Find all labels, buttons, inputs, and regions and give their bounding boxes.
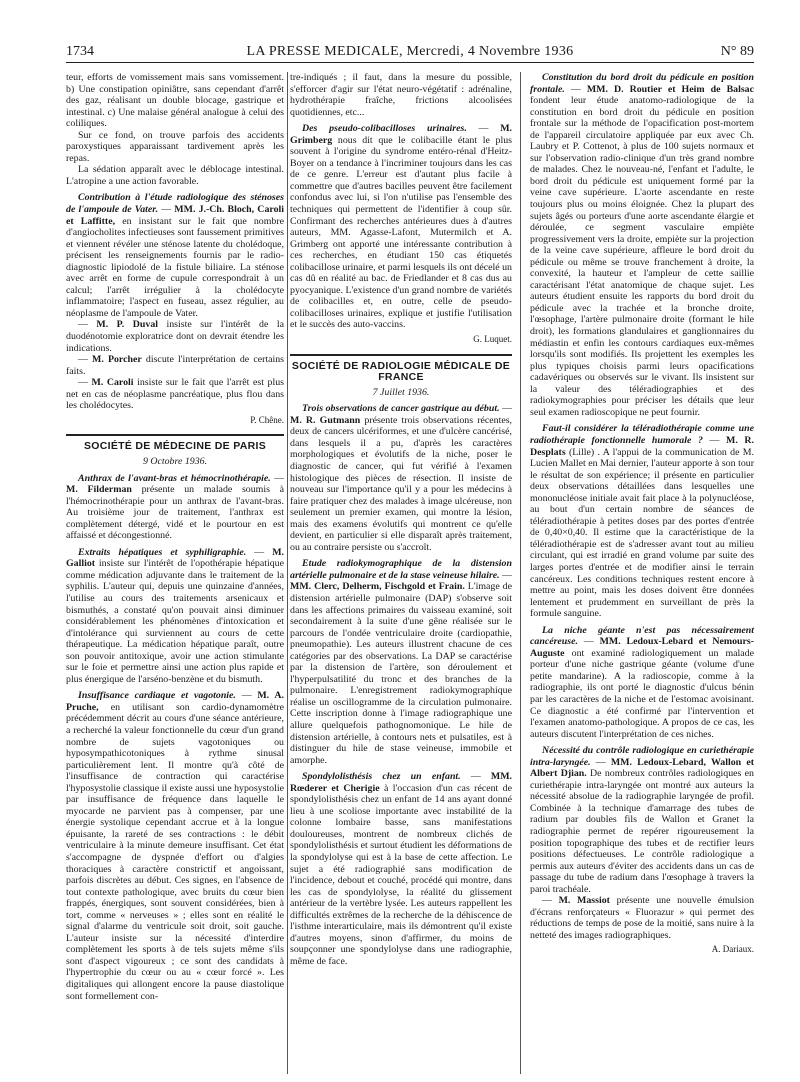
article: Nécessité du contrôle radiologique en curiethérapie intra-laryngée. — MM. Ledoux-Lebard, Wallon et Albert Djian. De nombreux contrôles radiologiques en curiethérapie intra-laryngée ont montré aux auteurs la nécessité absolue de la radiographie laryngée de profil. Combinée à la technique d'amarrage des tubes de radium par doubles fils de Wallon et Granet la radiographie permet de repérer rigoureusement la position topographique des tubes et de rectifier leurs positions défectueuses. Le contrôle radiologique a permis aux auteurs d'éviter des accidents dans un cas de passage du tube de radium dans l'œsophage à travers la paroi trachéale. <box>530 745 754 895</box>
discussion: — M. P. Duval insiste sur l'intérêt de la duodénotomie exploratrice dont on devrait étendre les indications. <box>66 319 284 354</box>
article: La niche géante n'est pas nécessairement cancéreuse. — MM. Ledoux-Lebard et Nemours-Auguste ont examiné radiologiquement un malade porteur d'une niche gastrique géante (volume d'une petite mandarine). A la radioscopie, comme à la radiographie, ils ont porté le diagnostic d'ulcus bénin par les caractères de la niche et de l'estomac avoisinant. Ce diagnostic a été confirmé par l'intervention et l'examen anatomo-pathologique. A propos de ce cas, les auteurs discutent l'interprétation de ces niches. <box>530 624 755 740</box>
article-body: (Lille) . A l'appui de la communication de M. Lucien Mallet en Mai dernier, l'auteur apporte à son tour le résultat de son expérience; il présente en particulier deux observations détaillées dans lesquelles une mononucléose initiale avait fait place à la polynucléose, au bout d'un certain nombre de séances de téléradiothérapie à petites doses par des portes d'entrée de 0,40×0,40. Il estime que la caractéristique de la téléradiothérapie est de s'adresser avant tout au milieu circulant, qui est irradié en grand volume par suite des larges portes d'entrée et de modifier ainsi le terrain cancéreux. Les conditions techniques restent encore à mettre au point, mais les doses doivent être données lentement et prudemment en surveillant de près la formule sanguine. <box>530 446 755 620</box>
discussant: M. Porcher <box>92 354 142 366</box>
article: Spondylolisthésis chez un enfant. — MM. Rœderer et Cherigie à l'occasion d'un cas récent de spondylolisthésis chez un enfant de 14 ans ayant donné lieu à une scoliose importante avec instabilité de la colonne lombaire basse, sans manifestations douloureuses, montrent de nombreux clichés de spondylolisthésis et surtout étudient les déformations de la spondylolyse qui est à la base de cette affection. Le sujet a été radiographié sans modification de l'incidence, debout et couché, procédé qui montre, dans les cas de spondylolyse, la réalité du glissement antérieur de la vertèbre lysée. Les auteurs rappellent les difficultés extrêmes de la recherche de la déhiscence de l'isthme interarticulaire, mais ils démontrent qu'il existe d'autres moyens, sinon d'affirmer, du moins de soupçonner une spondylolyse dans une radiographie, même de face. <box>290 771 512 967</box>
article: Faut-il considérer la téléradiothérapie comme une radiothérapie fonctionnelle humorale ? — M. R. Desplats (Lille) . A l'appui de la communication de M. Lucien Mallet en Mai dernier, l'auteur apporte à son tour le résultat de son expérience; il présente en particulier deux observations détaillées dans lesquelles une mononucléose initiale avait fait place à la polynucléose, au bout d'un certain nombre de séances de téléradiothérapie à petites doses par des portes d'entrée de 0,40×0,40. Il estime que la caractéristique de la téléradiothérapie est de s'adresser avant tout au milieu circulant, qui est irradié en grand volume par suite des larges portes d'entrée et de modifier ainsi le terrain cancéreux. Les conditions techniques restent encore à mettre au point, mais les doses doivent être données lentement et prudemment en surveillant de près la formule sanguine. <box>530 423 755 620</box>
article-body: en insistant sur le fait que nombre d'angiocholites infectieuses sont faussement primitives et viennent révéler une sténose latente du cholédoque, précisent les renseignements fournis par le radio-diagnostic lipiodolé de la fistule biliaire. La sténose avec arrêt en forme de cupule correspondrait à un calcul; l'arrêt irrégulier à la cholédocyte inflammatoire; l'aspect en fuseau, assez régulier, au néoplasme de l'ampoule de Vater. <box>66 215 284 319</box>
discussion-text: insiste sur l'intérêt de la duodénotomie exploratrice dont on devrait étendre les indications. <box>66 319 284 354</box>
page-number: 1734 <box>66 44 94 59</box>
signature: P. Chêne. <box>250 414 284 425</box>
journal-title: LA PRESSE MEDICALE, Mercredi, 4 Novembre 1936 <box>246 44 574 59</box>
discussant: M. P. Duval <box>96 319 158 331</box>
section-heading <box>66 434 284 467</box>
article: Trois observations de cancer gastrique au début. — M. R. Gutmann présente trois observations récentes, deux de cancers ulcériformes, et une d'ulcère cancérisé, dans lesquels il a pu, d'après les caractères morphologiques et évolutifs de la niche, poser le diagnostic de cancer, qui fut vérifié à l'examen histologique des pièces de résection. Il insiste de nouveau sur l'importance qu'il y a pour les médecins à faire pratiquer chez des malades à image ulcéreuse, non seulement un premier examen, qui montre la lésion, mais des examens évolutifs qui montrent ce qu'elle devient, en particulier si elle disparaît après traitement, ou au contraire persiste ou s'accroît. <box>290 403 513 553</box>
article-body: ont examiné radiologiquement un malade porteur d'une niche gastrique géante (volume d'une petite mandarine). A la radioscopie, comme à la radiographie, ils ont porté le diagnostic d'ulcus bénin par les caractères de la niche et de l'estomac avoisinant. Ce diagnostic a été confirmé par l'intervention et l'examen anatomo-pathologique. A propos de ce cas, les auteurs discutent l'interprétation de ces niches. <box>530 647 754 740</box>
paragraph: teur, efforts de vomissement mais sans vomissement. b) Une constipation opiniâtre, sans cependant d'arrêt des gaz, réalisant un double blocage, gastrique et intestinal. c) Une malaise général analogue à celui des coliliques. <box>66 72 284 130</box>
article-body: à l'occasion d'un cas récent de spondylolisthésis chez un enfant de 14 ans ayant donné lieu à une scoliose importante avec instabilité de la colonne lombaire basse, sans manifestations douloureuses, montrent de nombreux clichés de spondylolisthésis et surtout étudient les déformations de la spondylolyse qui est à la base de cette affection. Le sujet a été radiographié sans modification de l'incidence, debout et couché, procédé qui montre, dans les cas de spondylolyse, la réalité du glissement antérieur de la vertèbre lysée. Les auteurs rappellent les difficultés extrêmes de la recherche de la déhiscence de l'isthme interarticulaire, mais ils démontrent qu'il existe d'autres moyens, sinon d'affirmer, du moins de soupçonner une spondylolyse dans une radiographie, même de face. <box>290 782 512 967</box>
article-authors: MM. Ledoux-Lebard, Wallon et Albert Djian. <box>530 756 754 780</box>
article-authors: M. Filderman <box>66 484 132 496</box>
article-title: Etude radiokymographique de la distension artérielle pulmonaire et de la stase veineuse hilaire. <box>290 558 512 581</box>
article-body: De nombreux contrôles radiologiques en curiethérapie intra-laryngée ont montré aux auteurs la nécessité absolue de la radiographie laryngée de profil. Combinée à la technique d'amarrage des tubes de radium par doubles fils de Wallon et Granet la radiographie permet de repérer rigoureusement la position topographique des tubes et de rectifier leurs positions défectueuses. Le contrôle radiologique a permis aux auteurs d'éviter des accidents dans un cas de passage du tube de radium dans l'œsophage à travers la paroi trachéale. <box>530 768 754 895</box>
column-rule-2 <box>520 72 521 1074</box>
article-title: Anthrax de l'avant-bras et hémocrinothérapie. <box>78 472 271 484</box>
discussant: M. Caroli <box>91 377 134 389</box>
discussion-text: insiste sur le fait que l'arrêt est plus net en cas de néoplasme pancréatique, plus flou dans les cholédocytes. <box>66 377 284 412</box>
article-authors: M. A. Pruche, <box>66 690 284 713</box>
article-authors: MM. Clerc, Delherm, Fischgold et Frain. <box>290 581 465 593</box>
article: Insuffisance cardiaque et vagotonie. — M. A. Pruche, en utilisant son cardio-dynamomètre précédemment décrit au cours d'une séance antérieure, a recherché la valeur fonctionnelle du cœur d'un grand nombre de sujets vagotoniques ou hyposympathicotoniques à rythme sinusal particulièrement lent. Il montre qu'à côté de l'insuffisance de contraction qui caractérise l'hyposystolie classique il existe aussi une hyposystolie par insuffisance de fréquence dans laquelle le myocarde ne parvient pas à compenser, par une énergie systolique cependant accrue et à la longue épuisante, la rareté de ses contractions : le débit ventriculaire à la minute demeure insuffisant. Cet état s'accompagne de dyspnée d'effort ou d'algies thoraciques à caractère constrictif et angoissant, parfois discrètes au début. Ces signes, en l'absence de tout contexte pathologique, avec bruits du cœur bien frappés, énergiques, sont souvent considérées, bien à tort, comme « nerveuses » ; elles sont en réalité le signal d'alarme du ventricule soit droit, soit gauche. L'auteur insiste sur la nécessité d'interdire complètement les sports à de tels sujets même s'ils sont d'aspect vigoureux ; ce sont des candidats à l'hypertrophie du cœur ou au « cœur forcé ». Les digitaliques qui allongent encore la pause diastolique sont formellement con- <box>66 690 284 1002</box>
article: Etude radiokymographique de la distension artérielle pulmonaire et de la stase veineuse hilaire. — MM. Clerc, Delherm, Fischgold et Frain. L'image de distension artérielle pulmonaire (DAP) s'observe soit dans les affections primaires du vaisseau examiné, soit secondairement à la suite d'une gêne réalisée sur le parcours de l'ondée ventriculaire droite (cardiopathie, pneumopathie). Les auteurs illustrent chacune de ces catégories par des observations. La DAP se caractérise par la distension de l'artère, son déroulement et l'hyperpulsatilité du tronc et des branches de la pulmonaire. L'enregistrement radiokymographique réalise un oscillogramme de la circulation pulmonaire. Cette inscription donne à l'image radiographique une allure quelquefois pathognomonique. Le hile de distension artérielle, à contours nets et pulsatiles, est à distinguer du hile de stase veineuse, immobile et amorphe. <box>290 558 513 766</box>
article-body: présente un malade soumis à l'hémocrinothérapie pour un anthrax de l'avant-bras. Au troisième jour de traitement, l'anthrax est complètement détergé, vidé et le pourtour en est affaissé et décongestionné. <box>66 484 285 542</box>
column-2 <box>290 72 512 967</box>
discussion: — M. Caroli insiste sur le fait que l'arrêt est plus net en cas de néoplasme pancréatique, plus flou dans les cholédocytes. <box>66 377 284 412</box>
article-title: Faut-il considérer la téléradiothérapie comme une radiothérapie fonctionnelle humorale ? <box>530 423 754 446</box>
paragraph: Sur ce fond, on trouve parfois des accidents paroxystiques apparaissant tardivement après les repas. <box>66 129 284 164</box>
column-1 <box>66 72 284 1002</box>
article-authors: M. R. Desplats <box>530 434 754 458</box>
section-title: SOCIÉTÉ DE MÉDECINE DE PARIS <box>83 440 267 453</box>
article-authors: MM. D. Routier et Heim de Balsac <box>586 83 754 95</box>
article-body: insiste sur l'intérêt de l'opothérapie hépatique comme médication adjuvante dans le traitement de la syphilis. L'auteur qui, depuis une quinzaine d'années, l'utilise au cours des traitements arsenicaux et bismuthés, a constaté qu'on pouvait ainsi diminuer considérablement les phénomènes d'intoxication et d'intolérance qui surviennent au cours de cette thérapeutique. La médication hépatique paraît, outre son pouvoir antitoxique, avoir une action stimulante sur le foie et permettre ainsi une action plus rapide et plus énergique de l'arséno-benzène et du bismuth. <box>66 558 284 685</box>
article-title: Insuffisance cardiaque et vagotonie. <box>78 690 236 702</box>
article-title: Nécessité du contrôle radiologique en curiethérapie intra-laryngée. <box>530 745 754 768</box>
article-authors: MM. J.-Ch. Bloch, Caroli et Laffitte, <box>66 204 285 227</box>
article-title: Spondylolisthésis chez un enfant. <box>302 771 461 783</box>
article-title: Extraits hépatiques et syphiligraphie. <box>78 546 247 558</box>
section-date: 9 Octobre 1936. <box>142 455 208 467</box>
article-authors: M. R. Gutmann <box>290 414 361 426</box>
article-authors: MM. Ledoux-Lebard et Nemours-Auguste <box>530 636 755 659</box>
issue-number: N° 89 <box>720 44 754 59</box>
discussant: M. Massiot <box>558 895 610 907</box>
article-body: L'image de distension artérielle pulmonaire (DAP) s'observe soit dans les affections primaires du vaisseau examiné, soit secondairement à la suite d'une gêne réalisée sur le parcours de l'ondée ventriculaire droite (cardiopathie, pneumopathie). Les auteurs illustrent chacune de ces catégories par des observations. La DAP se caractérise par la distension de l'artère, son déroulement et l'hyperpulsatilité du tronc et des branches de la pulmonaire. L'enregistrement radiokymographique réalise un oscillogramme de la circulation pulmonaire. Cette inscription donne à l'image radiographique une allure quelquefois pathognomonique. Le hile de distension artérielle, à contours nets et pulsatiles, est à distinguer du hile de stase veineuse, immobile et amorphe. <box>290 581 513 766</box>
article-title: Trois observations de cancer gastrique au début. <box>302 403 500 415</box>
article-body: en utilisant son cardio-dynamomètre précédemment décrit au cours d'une séance antérieure, a recherché la valeur fonctionnelle du cœur d'un grand nombre de sujets vagotoniques ou hyposympathicotoniques à rythme sinusal particulièrement lent. Il montre qu'à côté de l'insuffisance de contraction qui caractérise l'hyposystolie classique il existe aussi une hyposystolie par insuffisance de fréquence dans laquelle le myocarde ne parvient pas à compenser, par une énergie systolique cependant accrue et à la longue épuisante, la rareté de ses contractions : le débit ventriculaire à la minute demeure insuffisant. Cet état s'accompagne de dyspnée d'effort ou d'algies thoraciques à caractère constrictif et angoissant, parfois discrètes au début. Ces signes, en l'absence de tout contexte pathologique, avec bruits du cœur bien frappés, énergiques, sont souvent considérées, bien à tort, comme « nerveuses » ; elles sont en réalité le signal d'alarme du ventricule soit droit, soit gauche. L'auteur insiste sur la nécessité d'interdire complètement les sports à de tels sujets même s'ils sont d'aspect vigoureux ; ce sont des candidats à l'hypertrophie du cœur ou au « cœur forcé ». Les digitaliques qui allongent encore la pause diastolique sont formellement con- <box>66 701 284 1002</box>
article-body: fondent leur étude anatomo-radiologique de la constitution en bord droit du pédicule en position frontale sur la méthode de l'opacification post-mortem de l'appareil circulatoire appliquée par eux avec Ch. Laubry et P. Cottenot, à plus de 100 sujets normaux et sur l'observation radio-clinique d'un très grand nombre de malades. Chez le nouveau-né, l'enfant et l'adulte, le bord droit du pédicule est uniquement formé par la veine cave supérieure. L'aorte ascendante en reste toujours plus ou moins éloignée. Chez la plupart des sujets âgés ou porteurs d'une aorte ascendante élargie et déroulée, ce segment vasculaire empiète progressivement vers la droite, empiète sur la projection de la veine cave supérieure, affleure le bord droit du pédicule ou même se trouve franchement à droite, la convexité, la hauteur et l'ampleur de cette saillie caractérisant l'état anatomique de chaque sujet. Les auteurs étudient ensuite les rapports du bord droit du pédicule avec la trachée et la bronche droite, l'œsophage, l'artère pulmonaire droite (formant le hile droit), les formations glandulaires et ganglionnaires du médiastin et enfin les contours cardiaques eux-mêmes lorsqu'ils sont modifiés. Ils projettent les exemples les plus typiques choisis parmi leurs opacifications cadavériques ou observés sur le vivant. Ils insistent sur la valeur des téléradiographies et des radiokymographies pour préciser les détails que leur seul examen radioscopique ne peut fournir. <box>530 95 754 418</box>
article-authors: M. Grimberg <box>290 123 512 146</box>
section-date: 7 Juillet 1936. <box>372 386 430 398</box>
article: Constitution du bord droit du pédicule en position frontale. — MM. D. Routier et Heim de Balsac fondent leur étude anatomo-radiologique de la constitution en bord droit du pédicule en position frontale sur la méthode de l'opacification post-mortem de l'appareil circulatoire appliquée par eux avec Ch. Laubry et P. Cottenot, à plus de 100 sujets normaux et sur l'observation radio-clinique d'un très grand nombre de malades. Chez le nouveau-né, l'enfant et l'adulte, le bord droit du pédicule est uniquement formé par la veine cave supérieure. L'aorte ascendante en reste toujours plus ou moins éloignée. Chez la plupart des sujets âgés ou porteurs d'une aorte ascendante élargie et déroulée, ce segment vasculaire empiète progressivement vers la droite, empiète sur la projection de la veine cave supérieure, affleure le bord droit du pédicule ou même se trouve franchement à droite, la convexité, la hauteur et l'ampleur de cette saillie caractérisant l'état anatomique de chaque sujet. Les auteurs étudient ensuite les rapports du bord droit du pédicule avec la trachée et la bronche droite, l'œsophage, l'artère pulmonaire droite (formant le hile droit), les formations glandulaires et ganglionnaires du médiastin et enfin les contours cardiaques eux-mêmes lorsqu'ils sont modifiés. Ils projettent les exemples les plus typiques choisis parmi leurs opacifications cadavériques ou observés sur le vivant. Ils insistent sur la valeur des téléradiographies et des radiokymographies pour préciser les détails que leur seul examen radioscopique ne peut fournir. <box>530 72 754 418</box>
article-authors: MM. Rœderer et Cherigie <box>290 771 512 794</box>
article: Extraits hépatiques et syphiligraphie. — M. Galliot insiste sur l'intérêt de l'opothérapie hépatique comme médication adjuvante dans le traitement de la syphilis. L'auteur qui, depuis une quinzaine d'années, l'utilise au cours des traitements arsenicaux et bismuthés, a constaté qu'on pouvait ainsi diminuer considérablement les phénomènes d'intoxication et d'intolérance qui surviennent au cours de cette thérapeutique. La médication hépatique paraît, outre son pouvoir antitoxique, avoir une action stimulante sur le foie et permettre ainsi une action plus rapide et plus énergique de l'arséno-benzène et du bismuth. <box>66 546 285 685</box>
paragraph: tre-indiqués ; il faut, dans la mesure du possible, s'efforcer d'agir sur l'état neuro-végétatif : adrénaline, hydrothérapie fraîche, frictions alcoolisées quotidiennes, etc... <box>290 72 512 118</box>
article-body: présente trois observations récentes, deux de cancers ulcériformes, et une d'ulcère cancérisé, dans lesquels il a pu, d'après les caractères morphologiques et évolutifs de la niche, poser le diagnostic de cancer, qui fut vérifié à l'examen histologique des pièces de résection. Il insiste de nouveau sur l'importance qu'il y a pour les médecins à faire pratiquer chez des malades à image ulcéreuse, non seulement un premier examen, qui montre la lésion, mais des examens évolutifs qui montrent ce qu'elle devient, en particulier si elle disparaît après traitement, ou au contraire persiste ou s'accroît. <box>290 414 513 553</box>
article-body: nous dit que le colibacille étant le plus souvent à l'origine du syndrome entéro-rénal d'Heitz-Boyer on a tendance à l'incriminer toujours dans les cas de ce genre. L'erreur est d'autant plus facile à commettre que d'autres bacilles peuvent être facilement confondus avec lui, si l'on n'utilise pas l'ensemble des techniques qui permettent de l'identifier à coup sûr. Confirmant des recherches antérieures dues à d'autres auteurs, MM. Agasse-Lafont, Mutermilch et A. Grimberg ont apporté une intéressante contribution à ces recherches, en étudiant 150 cas étiquetés colibacillose urinaire, et parmi lesquels ils ont décelé un cas dû en réalité au bac. de Friedlander et 8 cas dus au pyocyanique. L'existence d'un grand nombre de variétés de colibacilles et, en outre, celle de pseudo-colibacilloses urinaires, explique et justifie l'utilisation et le succès des auto-vaccins. <box>290 134 513 331</box>
article-title: Constitution du bord droit du pédicule en position frontale. <box>530 72 754 95</box>
section-heading <box>290 354 512 399</box>
signature: G. Luquet. <box>473 334 512 345</box>
article-title: Des pseudo-colibacilloses urinaires. <box>302 123 467 135</box>
discussion: — M. Porcher discute l'interprétation de certains faits. <box>66 354 285 377</box>
column-3 <box>530 72 754 956</box>
column-rule-1 <box>287 72 288 1074</box>
article-authors: M. Galliot <box>66 546 285 570</box>
article-title: La niche géante n'est pas nécessairement cancéreuse. <box>530 624 754 648</box>
article: Contribution à l'étude radiologique des sténoses de l'ampoule de Vater. — MM. J.-Ch. Bloch, Caroli et Laffitte, en insistant sur le fait que nombre d'angiocholites infectieuses sont faussement primitives et viennent révéler une sténose latente du cholédoque, précisent les renseignements fournis par le radio-diagnostic lipiodolé de la fistule biliaire. La sténose avec arrêt en forme de cupule correspondrait à un calcul; l'arrêt irrégulier à la cholédocyte inflammatoire; l'aspect en fuseau, assez régulier, au néoplasme de l'ampoule de Vater. <box>66 192 285 319</box>
paragraph: La sédation apparaît avec le déblocage intestinal. L'atropine a une action favorable. <box>66 164 284 187</box>
discussion-text: discute l'interprétation de certains faits. <box>66 354 285 377</box>
discussion-text: présente une nouvelle émulsion d'écrans renforçateurs « Fluorazur » qui permet des réductions de temps de pose de la moitié, sans nuire à la netteté des images radiographiques. <box>530 895 755 941</box>
section-title: SOCIÉTÉ DE RADIOLOGIE MÉDICALE DE FRANCE <box>291 359 511 384</box>
article-title: Contribution à l'étude radiologique des sténoses de l'ampoule de Vater. <box>66 192 284 216</box>
discussion: — M. Massiot présente une nouvelle émulsion d'écrans renforçateurs « Fluorazur » qui permet des réductions de temps de pose de la moitié, sans nuire à la netteté des images radiographiques. <box>530 895 755 941</box>
article: Des pseudo-colibacilloses urinaires. — M. Grimberg nous dit que le colibacille étant le plus souvent à l'origine du syndrome entéro-rénal d'Heitz-Boyer on a tendance à l'incriminer toujours dans les cas de ce genre. L'erreur est d'autant plus facile à commettre que d'autres bacilles peuvent être facilement confondus avec lui, si l'on n'utilise pas l'ensemble des techniques qui permettent de l'identifier à coup sûr. Confirmant des recherches antérieures dues à d'autres auteurs, MM. Agasse-Lafont, Mutermilch et A. Grimberg ont apporté une intéressante contribution à ces recherches, en étudiant 150 cas étiquetés colibacillose urinaire, et parmi lesquels ils ont décelé un cas dû en réalité au bac. de Friedlander et 8 cas dus au pyocyanique. L'existence d'un grand nombre de variétés de colibacilles et, en outre, celle de pseudo-colibacilloses urinaires, explique et justifie l'utilisation et le succès des auto-vaccins. <box>290 123 513 331</box>
signature: A. Dariaux. <box>711 944 754 955</box>
page-header <box>66 44 754 63</box>
article: Anthrax de l'avant-bras et hémocrinothérapie. — M. Filderman présente un malade soumis à l'hémocrinothérapie pour un anthrax de l'avant-bras. Au troisième jour de traitement, l'anthrax est complètement détergé, vidé et le pourtour en est affaissé et décongestionné. <box>66 472 285 542</box>
